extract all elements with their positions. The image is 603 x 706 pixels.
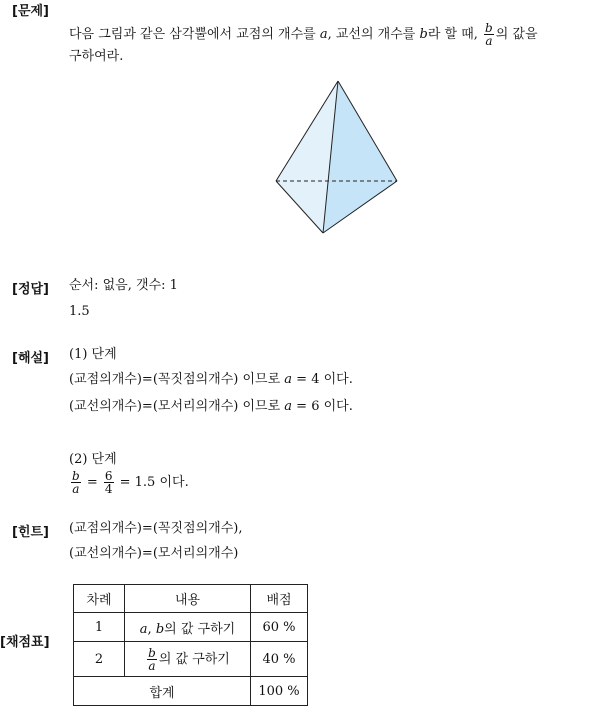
scoring-total-label: 합계 xyxy=(74,677,251,706)
scoring-header-order: 차례 xyxy=(74,585,125,613)
scoring-total-score: 100 % xyxy=(251,677,308,706)
problem-var-b: b xyxy=(419,27,428,42)
solution-line-1-text: (교점의개수)=(꼭짓점의개수) 이므로 xyxy=(69,372,285,387)
hint-line-1: (교점의개수)=(꼭짓점의개수), xyxy=(69,521,243,536)
problem-fraction xyxy=(484,22,494,47)
row-1-var-b: b xyxy=(155,621,165,637)
solution-frac-ba-num: b xyxy=(72,469,80,483)
solution-line-1 xyxy=(69,371,353,389)
row-1-order: 1 xyxy=(74,613,125,642)
problem-text-a: 다음 그림과 같은 삼각뿔에서 교점의 개수를 xyxy=(69,27,320,42)
problem-frac-den: a xyxy=(485,34,493,48)
row-2-rest: 의 값 구하기 xyxy=(158,651,230,667)
scoring-header-row xyxy=(74,585,308,613)
row-1-sep: , xyxy=(147,621,156,637)
problem-line-1 xyxy=(69,22,538,47)
row-2-fraction xyxy=(147,647,157,672)
solution-equation xyxy=(69,470,189,496)
solution-line-1-rest: = 4 이다. xyxy=(292,372,353,387)
solution-line-2-var: a xyxy=(284,399,293,414)
row-2-frac-num: b xyxy=(148,645,156,660)
solution-line-2-text: (교선의개수)=(모서리의개수) 이므로 xyxy=(69,399,285,414)
answer-label: [정답] xyxy=(12,282,49,297)
solution-frac-ba xyxy=(71,470,81,495)
scoring-table xyxy=(73,584,308,706)
table-row xyxy=(74,613,308,642)
row-1-content xyxy=(125,613,251,642)
solution-step-1: (1) 단계 xyxy=(69,347,117,362)
scoring-header-content: 내용 xyxy=(125,585,251,613)
scoring-header-score: 배점 xyxy=(251,585,308,613)
solution-frac-ba-den: a xyxy=(72,482,80,496)
solution-eq-1: = xyxy=(82,475,102,490)
solution-eq-2: = 1.5 이다. xyxy=(115,475,189,490)
solution-step-2: (2) 단계 xyxy=(69,452,117,467)
solution-frac-64 xyxy=(104,470,114,495)
solution-label: [해설] xyxy=(12,351,49,366)
row-2-content xyxy=(125,642,251,677)
problem-frac-num: b xyxy=(485,21,493,35)
solution-line-2 xyxy=(69,398,353,416)
problem-var-a: a xyxy=(319,27,328,42)
problem-text-c: 라 할 때, xyxy=(427,27,483,42)
row-2-order: 2 xyxy=(74,642,125,677)
row-1-var-a: a xyxy=(139,621,148,637)
table-row xyxy=(74,642,308,677)
hint-label: [힌트] xyxy=(12,525,49,540)
row-2-score: 40 % xyxy=(251,642,308,677)
problem-line-2: 구하여라. xyxy=(69,49,124,64)
scoring-total-row xyxy=(74,677,308,706)
solution-line-2-rest: = 6 이다. xyxy=(292,399,353,414)
row-1-rest: 의 값 구하기 xyxy=(164,621,236,637)
answer-line-1: 순서: 없음, 갯수: 1 xyxy=(69,278,178,293)
solution-line-1-var: a xyxy=(284,372,293,387)
problem-text-d: 의 값을 xyxy=(495,27,538,42)
scoring-label: [채점표] xyxy=(0,635,50,650)
hint-line-2: (교선의개수)=(모서리의개수) xyxy=(69,546,239,561)
row-1-score: 60 % xyxy=(251,613,308,642)
row-2-frac-den: a xyxy=(148,658,156,673)
answer-line-2: 1.5 xyxy=(69,304,90,319)
triangular-pyramid-figure xyxy=(273,77,403,237)
problem-label: [문제] xyxy=(12,4,49,19)
problem-text-b: , 교선의 개수를 xyxy=(327,27,420,42)
solution-frac-64-den: 4 xyxy=(104,482,113,496)
solution-frac-64-num: 6 xyxy=(104,469,113,483)
